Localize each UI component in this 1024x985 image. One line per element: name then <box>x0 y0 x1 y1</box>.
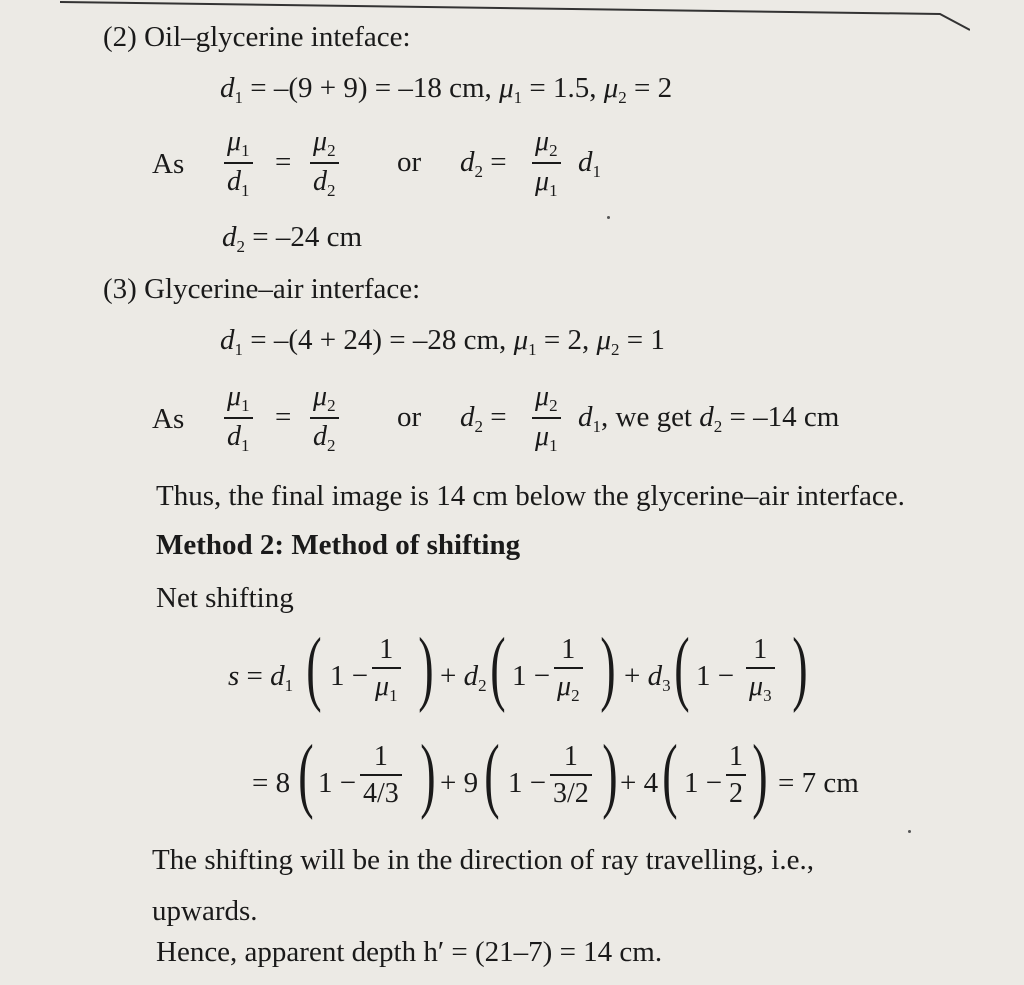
one-minus-1: 1 − <box>330 660 369 692</box>
plus-d2: + $d_2$ <box>440 660 487 695</box>
d1-term: $d_1$ <box>578 146 601 181</box>
paren-open-1: ( <box>306 621 322 714</box>
section-2-result: $d_2 = -24$ cm <box>222 221 363 256</box>
s-equals: $s = d_1$ <box>228 660 294 695</box>
fraction-mu2-d2: $\frac{\mu_2}{d_2}$ <box>310 128 339 199</box>
conclusion-2-line-2: upwards. <box>152 895 258 927</box>
one-minus-4: 1 − <box>318 767 357 799</box>
fraction-1-over-4-3: $\frac{1}{4/3}$ <box>360 743 402 808</box>
fraction-1-over-3-2: $\frac{1}{3/2}$ <box>550 743 592 808</box>
paren-open-3: ( <box>674 621 690 714</box>
section-2-equation-1: $d_1 = -(9 + 9) = -18$ cm, $\mu_1 = 1.5$, $\mu_2 = 2$ <box>220 72 673 107</box>
fraction-mu1-d1: $\frac{\mu_1}{d_1}$ <box>224 128 253 199</box>
fraction-1-over-2: $\frac{1}{2}$ <box>726 743 746 808</box>
paren-open-2: ( <box>490 621 506 714</box>
final-line: Hence, apparent depth h′ = (21–7) = 14 cm. <box>156 936 663 968</box>
speck <box>908 830 911 833</box>
specks <box>607 216 610 219</box>
one-minus-6: 1 − <box>684 767 723 799</box>
paren-close-1: ) <box>418 621 434 714</box>
one-minus-3: 1 − <box>696 660 735 692</box>
as-label-2: As <box>152 403 185 435</box>
method-2-heading: Method 2: Method of shifting <box>156 529 521 561</box>
fraction-mu2-d2-2: $\frac{\mu_2}{d_2}$ <box>310 383 339 454</box>
fraction-mu2-mu1: $\frac{\mu_2}{\mu_1}$ <box>532 128 561 199</box>
paren-open-5: ( <box>484 728 500 821</box>
or-label: or <box>397 146 422 178</box>
one-minus-5: 1 − <box>508 767 547 799</box>
section-3-heading: (3) Glycerine–air interface: <box>103 273 421 305</box>
conclusion-1: Thus, the final image is 14 cm below the glycerine–air interface. <box>156 480 905 512</box>
equals-sign: = <box>275 146 292 178</box>
conclusion-2-line-1: The shifting will be in the direction of ray travelling, i.e., <box>152 844 814 876</box>
fraction-1-over-mu1: $\frac{1}{\mu_1}$ <box>372 636 401 704</box>
or-label-2: or <box>397 401 422 433</box>
fraction-mu1-d1-2: $\frac{\mu_1}{d_1}$ <box>224 383 253 454</box>
fraction-1-over-mu3: $\frac{1}{\mu_3}$ <box>746 636 775 704</box>
paren-open-6: ( <box>662 728 678 821</box>
paren-close-5: ) <box>602 728 618 821</box>
fraction-mu2-mu1-2: $\frac{\mu_2}{\mu_1}$ <box>532 383 561 454</box>
plus-d3: + $d_3$ <box>624 660 671 695</box>
fraction-1-over-mu2: $\frac{1}{\mu_2}$ <box>554 636 583 704</box>
section-2-heading: (2) Oil–glycerine inteface: <box>103 21 411 53</box>
equals-8: = 8 <box>252 767 291 799</box>
paren-close-4: ) <box>420 728 436 821</box>
paren-close-6: ) <box>752 728 768 821</box>
equals-sign-2: = <box>275 401 292 433</box>
plus-9: + 9 <box>440 767 479 799</box>
section-3-equation-1: $d_1 = -(4 + 24) = -28$ cm, $\mu_1 = 2$, $\mu_2 = 1$ <box>220 324 665 359</box>
d2-equals-2: $d_2$ = <box>460 401 507 436</box>
as-label: As <box>152 148 185 180</box>
paren-close-3: ) <box>792 621 808 714</box>
paren-close-2: ) <box>600 621 616 714</box>
section-3-result: $d_1$, we get $d_2 = -14$ cm <box>578 401 840 436</box>
one-minus-2: 1 − <box>512 660 551 692</box>
method-2-result: = 7 cm <box>778 767 859 799</box>
d2-equals: $d_2$ = <box>460 146 507 181</box>
plus-4: + 4 <box>620 767 659 799</box>
net-shifting-label: Net shifting <box>156 582 294 614</box>
paren-open-4: ( <box>298 728 314 821</box>
